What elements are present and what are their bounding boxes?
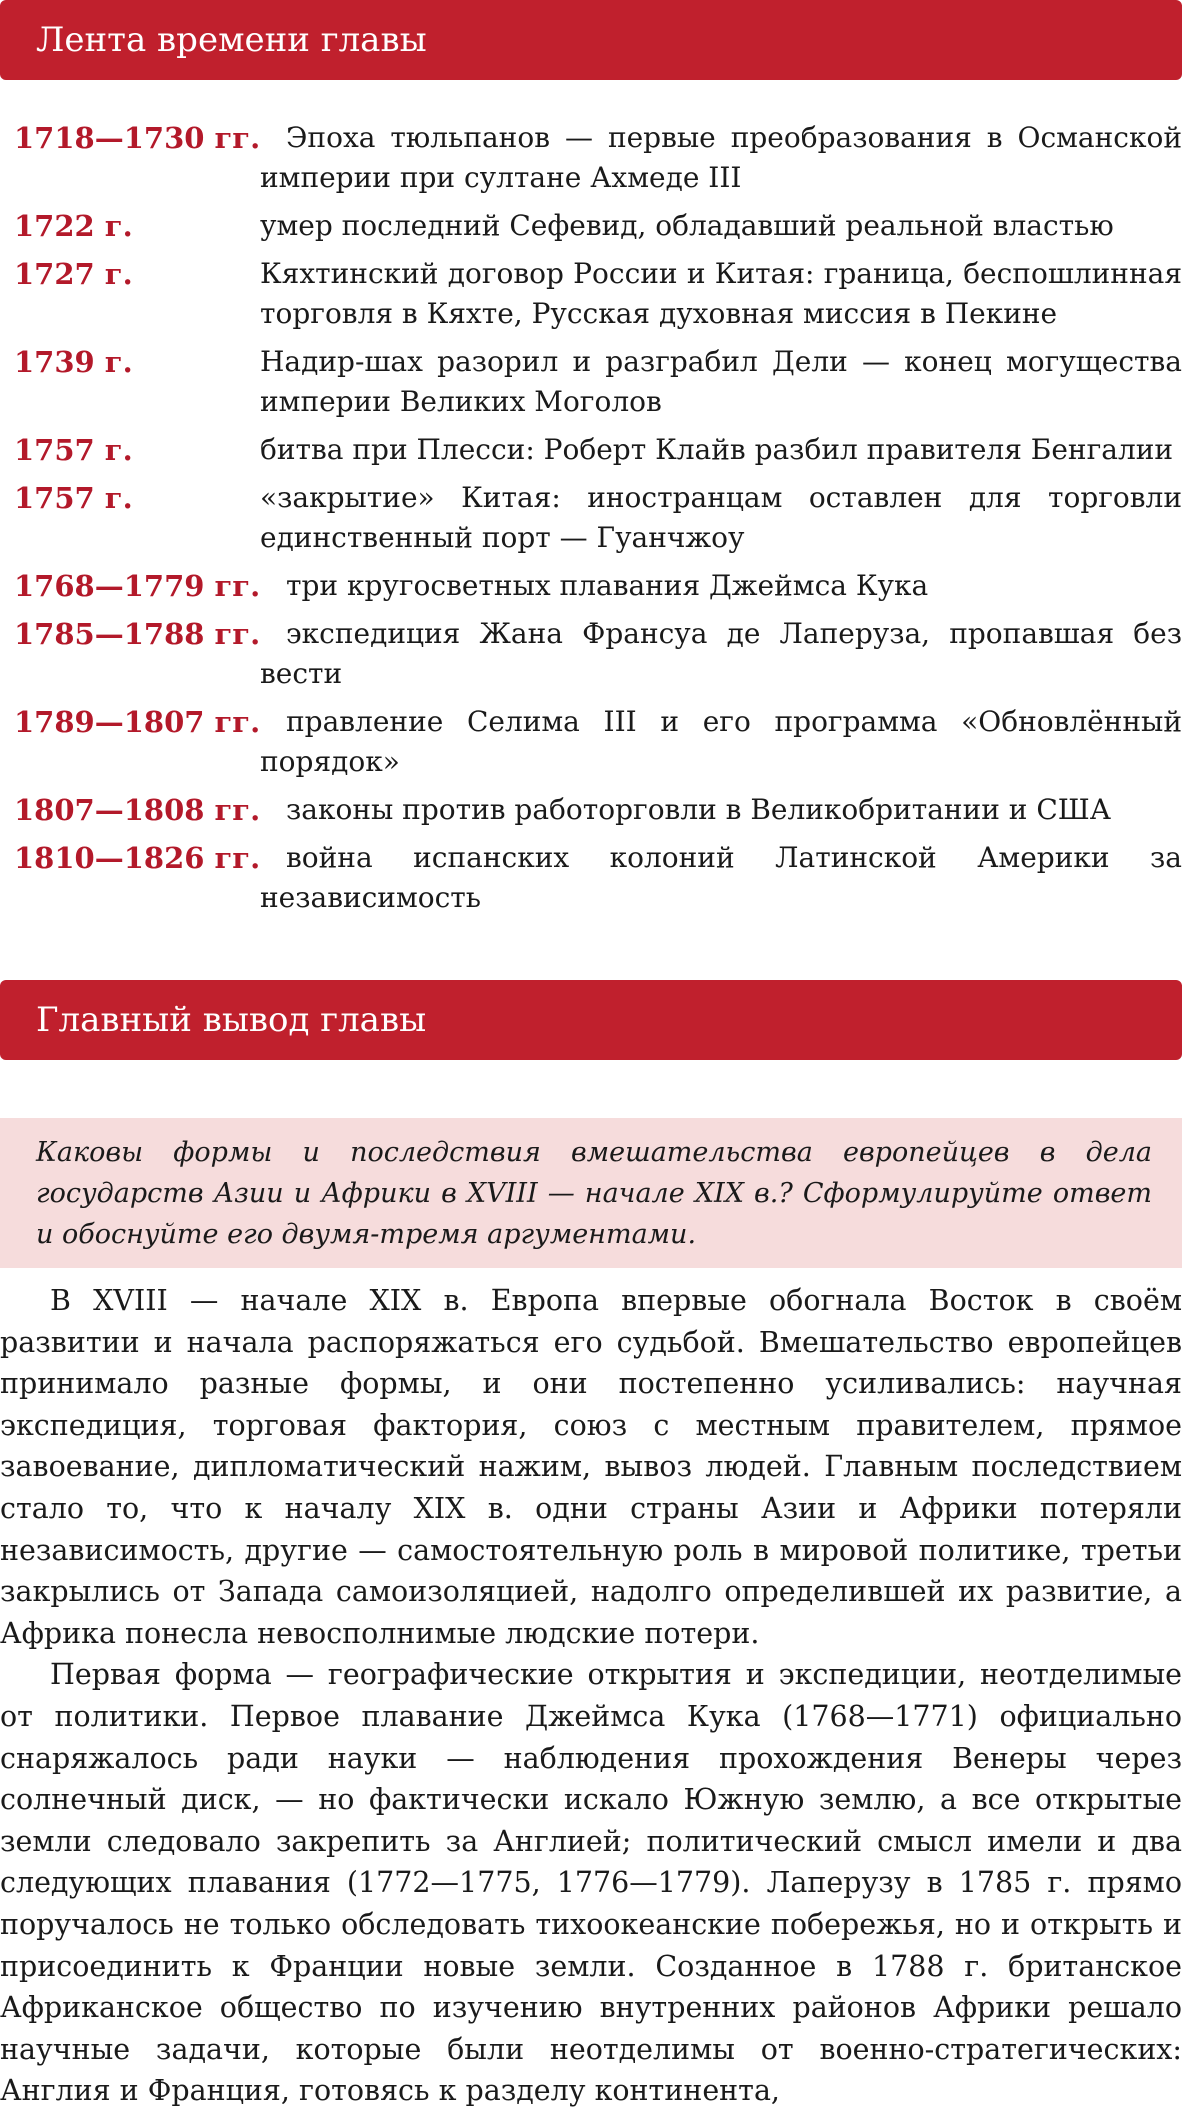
timeline-event: «закрытие» Китая: иностранцам оставлен для торговли единственный порт — Гуанчжоу	[260, 481, 1182, 554]
timeline-year: 1739 г.	[14, 345, 133, 379]
timeline-event: законы против работорговли в Великобритании и США	[286, 793, 1111, 826]
timeline-event: Кяхтинский договор России и Китая: граница, беспошлинная торговля в Кяхте, Русская духовная миссия в Пекине	[260, 257, 1182, 330]
timeline-item	[0, 838, 1182, 918]
timeline-event: правление Селима III и его программа «Обновлённый порядок»	[260, 705, 1182, 778]
conclusion-text	[0, 1280, 1182, 2112]
timeline-year: 1807—1808 гг.	[14, 793, 261, 827]
timeline-event: экспедиция Жана Франсуа де Лаперуза, пропавшая без вести	[260, 617, 1182, 690]
timeline-event: Надир-шах разорил и разграбил Дели — конец могущества империи Великих Моголов	[260, 345, 1182, 418]
timeline-item	[0, 614, 1182, 694]
timeline-item	[0, 118, 1182, 198]
timeline-item	[0, 790, 1182, 830]
timeline-year: 1722 г.	[14, 209, 133, 243]
timeline-event: Эпоха тюльпанов — первые преобразования в Османской империи при султане Ахмеде III	[260, 121, 1182, 194]
timeline-year: 1757 г.	[14, 433, 133, 467]
timeline-year: 1768—1779 гг.	[14, 569, 261, 603]
timeline-event: битва при Плесси: Роберт Клайв разбил правителя Бенгалии	[260, 433, 1174, 466]
timeline-list	[0, 118, 1182, 926]
timeline-item	[0, 702, 1182, 782]
timeline-item	[0, 342, 1182, 422]
timeline-event: умер последний Сефевид, обладавший реальной властью	[260, 209, 1114, 242]
timeline-event: три кругосветных плавания Джеймса Кука	[286, 569, 929, 602]
timeline-event: война испанских колоний Латинской Америки за независимость	[260, 841, 1182, 914]
paragraph: В XVIII — начале XIX в. Европа впервые обогнала Восток в своём развитии и начала распоряжаться его судьбой. Вмешательство европейцев принимало разные формы, и они постепенно усиливались: научная экспедиция, торговая фактория, союз с местным правителем, прямое завоевание, дипломатический нажим, вывоз людей. Главным последствием стало то, что к началу XIX в. одни страны Азии и Африки потеряли независимость, другие — самостоятельную роль в мировой политике, третьи закрылись от Запада самоизоляцией, надолго определившей их развитие, а Африка понесла невосполнимые людские потери.	[0, 1284, 1182, 1650]
timeline-item	[0, 478, 1182, 558]
timeline-year: 1727 г.	[14, 257, 133, 291]
timeline-item	[0, 430, 1182, 470]
timeline-year: 1785—1788 гг.	[14, 617, 261, 651]
timeline-year: 1757 г.	[14, 481, 133, 515]
question-box: Каковы формы и последствия вмешательства европейцев в дела государств Азии и Африки в XVIII — начале XIX в.? Сформулируйте ответ и обоснуйте его двумя-тремя аргументами.	[0, 1118, 1182, 1268]
timeline-year: 1810—1826 гг.	[14, 841, 261, 875]
timeline-year: 1789—1807 гг.	[14, 705, 261, 739]
timeline-item	[0, 566, 1182, 606]
timeline-item	[0, 254, 1182, 334]
timeline-year: 1718—1730 гг.	[14, 121, 261, 155]
timeline-header: Лента времени главы	[0, 0, 1182, 80]
timeline-item	[0, 206, 1182, 246]
conclusion-header: Главный вывод главы	[0, 980, 1182, 1060]
paragraph: Первая форма — географические открытия и экспедиции, неотделимые от политики. Первое плавание Джеймса Кука (1768—1771) официально снаряжалось ради науки — наблюдения прохождения Венеры через солнечный диск, — но фактически искало Южную землю, а все открытые земли следовало закрепить за Англией; политический смысл имели и два следующих плавания (1772—1775, 1776—1779). Лаперузу в 1785 г. прямо поручалось не только обследовать тихоокеанские побережья, но и открыть и присоединить к Франции новые земли. Созданное в 1788 г. британское Африканское общество по изучению внутренних районов Африки решало научные задачи, которые были неотделимы от военно-стратегических: Англия и Франция, готовясь к разделу континента,	[0, 1658, 1182, 2108]
